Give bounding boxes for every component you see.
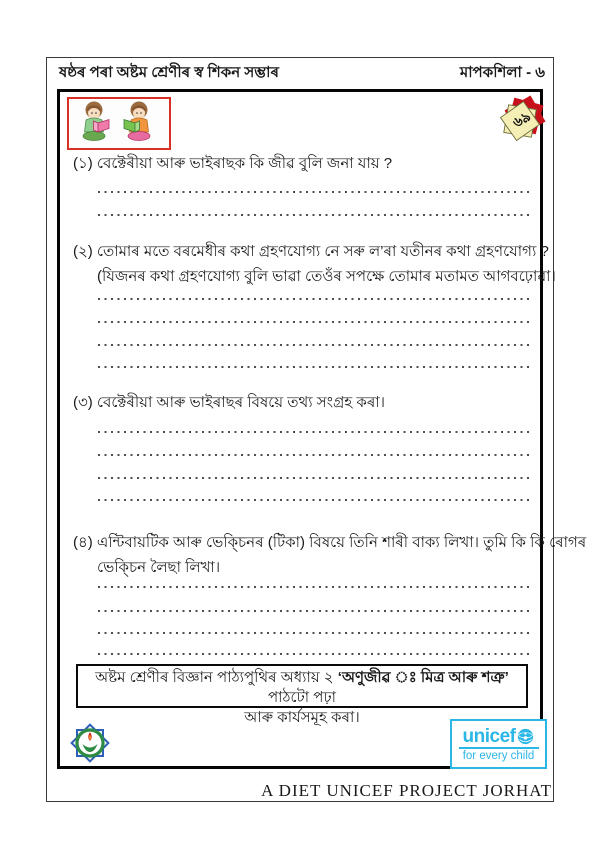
page-number: ৬৯	[509, 107, 534, 131]
answer-line	[98, 632, 532, 634]
unicef-logo	[450, 719, 547, 769]
children-reading-icon	[69, 99, 165, 144]
header-title: ষষ্ঠৰ পৰা অষ্টম শ্ৰেণীৰ স্ব শিকন সম্ভাৰ	[59, 64, 279, 81]
answer-line	[98, 191, 532, 193]
unicef-globe-icon	[517, 728, 534, 745]
answer-line	[98, 321, 532, 323]
diet-emblem	[67, 720, 113, 766]
answer-line	[98, 366, 532, 368]
note-line1-chapter-title: ‘অণুজীৱ ঃ মিত্ৰ আৰু শত্ৰু’	[337, 669, 509, 686]
question-2-text-line1: (২) তোমাৰ মতে বৰমেধীৰ কথা গ্ৰহণযোগ্য নে সৰু ল’ৰা যতীনৰ কথা গ্ৰহণযোগ্য ?	[73, 243, 549, 260]
diet-emblem-icon	[67, 720, 113, 766]
question-4-text-line1: (৪) এন্টিবায়টিক আৰু ভেক্চিনৰ (টিকা) বিষয়ে তিনি শাৰী বাক্য লিখা। তুমি কি কি ৰোগৰ	[73, 534, 587, 551]
unicef-divider	[459, 747, 539, 749]
unicef-wordmark: unicef	[462, 725, 516, 747]
unicef-tagline: for every child	[462, 749, 535, 762]
note-line1-pre: অষ্টম শ্ৰেণীৰ বিজ্ঞান পাঠ্যপুথিৰ অধ্যায় ২	[95, 669, 338, 686]
footer-project-credit: A DIET UNICEF PROJECT JORHAT	[261, 781, 552, 800]
question-3-text: (৩) বেক্টেৰীয়া আৰু ভাইৰাছৰ বিষয়ে তথ্য সংগ্ৰহ কৰা।	[73, 394, 386, 411]
answer-line	[98, 610, 532, 612]
header-milestone-label: মাপকশিলা - ৬	[459, 64, 545, 81]
unicef-wordmark-row	[463, 727, 535, 746]
answer-line	[98, 298, 532, 300]
children-reading-illustration	[67, 97, 171, 150]
note-line2: আৰু কাৰ্যসমূহ কৰা।	[244, 709, 360, 726]
answer-line	[98, 653, 532, 655]
question-1-text: (১) বেক্টেৰীয়া আৰু ভাইৰাছক কি জীৱ বুলি জনা যায় ?	[73, 155, 393, 172]
page-number-badge	[494, 92, 550, 148]
question-2-text-line2: (যিজনৰ কথা গ্ৰহণযোগ্য বুলি ভাৱা তেওঁৰ সপক্ষে তোমাৰ মতামত আগবঢ়োৱা।	[97, 268, 556, 285]
answer-line	[98, 499, 532, 501]
note-line1-post: পাঠটো পঢ়া	[268, 689, 336, 706]
question-4-text-line2: ভেক্চিন লৈছা লিখা।	[97, 559, 221, 576]
answer-line	[98, 214, 532, 216]
answer-line	[98, 586, 532, 588]
worksheet-content-box	[57, 89, 587, 769]
answer-line	[98, 477, 532, 479]
answer-line	[98, 454, 532, 456]
note-line1	[78, 668, 526, 708]
answer-line	[98, 431, 532, 433]
instruction-note-box	[76, 664, 528, 726]
answer-line	[98, 344, 532, 346]
